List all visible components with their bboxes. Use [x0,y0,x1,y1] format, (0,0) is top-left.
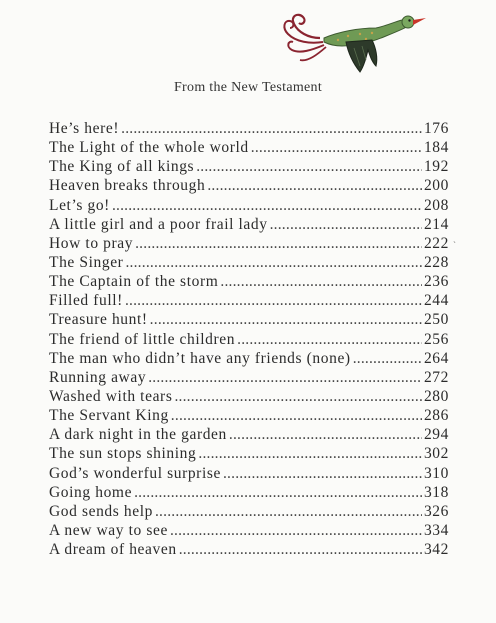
toc-entry-page-number: 310 [423,464,449,482]
toc-dot-leader [125,254,421,272]
toc-entry-page-number: 280 [423,387,449,405]
toc-entry-page-number: 244 [423,292,449,310]
toc-entry-title: A new way to see [49,521,168,539]
toc-entry[interactable] [49,388,449,407]
toc-entry-page-number: 236 [423,273,449,291]
toc-entry[interactable] [49,197,449,216]
toc-entry[interactable] [49,503,449,522]
flying-bird-icon [268,8,428,78]
toc-entry-title: Heaven breaks through [49,177,206,195]
toc-entry-title: The Servant King [49,407,169,425]
toc-entry-page-number: 286 [423,407,449,425]
toc-dot-leader [251,139,422,157]
toc-entry-page-number: 264 [423,349,449,367]
toc-entry[interactable] [49,350,449,369]
toc-entry-title: Running away [49,368,147,386]
toc-entry[interactable] [49,254,449,273]
toc-dot-leader [220,273,422,291]
toc-dot-leader [148,369,422,387]
toc-entry[interactable] [49,541,449,560]
toc-entry-title: How to pray [49,234,134,252]
toc-entry-title: God sends help [49,502,153,520]
toc-dot-leader [196,158,422,176]
toc-entry-title: Treasure hunt! [49,311,148,329]
toc-entry-title: A dream of heaven [49,541,177,559]
toc-entry[interactable] [49,120,449,139]
toc-dot-leader [135,235,422,253]
toc-dot-leader [125,292,422,310]
toc-entry[interactable] [49,311,449,330]
toc-entry-page-number: 228 [423,253,449,271]
toc-entry-page-number: 200 [423,177,449,195]
toc-entry-page-number: 272 [423,368,449,386]
toc-entry-page-number: 334 [423,521,449,539]
toc-entry-page-number: 326 [423,502,449,520]
toc-dot-leader [353,350,422,368]
toc-entry-title: The sun stops shining [49,445,197,463]
toc-dot-leader [179,541,422,559]
toc-entry-page-number: 184 [423,139,449,157]
toc-dot-leader [155,503,422,521]
toc-dot-leader [207,177,422,195]
toc-entry[interactable] [49,273,449,292]
toc-entry-title: God’s wonderful surprise [49,464,221,482]
toc-entry-page-number: 192 [423,158,449,176]
toc-dot-leader [198,445,422,463]
toc-dot-leader [171,407,422,425]
toc-entry-page-number: 208 [423,196,449,214]
toc-entry[interactable] [49,445,449,464]
toc-entry-page-number: 214 [423,215,449,233]
toc-entry[interactable] [49,407,449,426]
toc-entry-title: He’s here! [49,120,120,137]
toc-dot-leader [223,465,422,483]
toc-entry-title: The friend of little children [49,330,236,348]
toc-entry-title: The Light of the whole world [49,139,249,157]
toc-dot-leader [112,197,422,215]
toc-entry-title: The Captain of the storm [49,273,219,291]
toc-entry-title: The King of all kings [49,158,195,176]
toc-entry-page-number: 294 [423,426,449,444]
table-of-contents [49,120,449,560]
toc-entry[interactable] [49,522,449,541]
toc-entry-title: The man who didn’t have any friends (none) [49,349,351,367]
toc-entry[interactable] [49,235,449,254]
toc-entry-page-number: 256 [423,330,449,348]
toc-entry-title: Filled full! [49,292,123,310]
toc-entry-page-number: 222 [423,234,449,252]
toc-dot-leader [150,311,422,329]
toc-entry[interactable] [49,216,449,235]
toc-dot-leader [134,484,422,502]
toc-entry-title: A little girl and a poor frail lady [49,215,268,233]
toc-entry[interactable] [49,331,449,350]
toc-entry-title: The Singer [49,253,124,271]
toc-dot-leader [170,522,422,540]
toc-entry-page-number: 342 [423,541,449,559]
toc-entry[interactable] [49,426,449,445]
toc-dot-leader [270,216,422,234]
toc-dot-leader [229,426,422,444]
toc-entry-page-number: 176 [423,120,449,137]
toc-entry[interactable] [49,484,449,503]
toc-entry[interactable] [49,292,449,311]
toc-entry-title: Going home [49,483,133,501]
toc-entry[interactable] [49,369,449,388]
toc-entry[interactable] [49,177,449,196]
toc-entry-page-number: 302 [423,445,449,463]
toc-dot-leader [237,331,422,349]
toc-entry-page-number: 250 [423,311,449,329]
toc-entry[interactable] [49,465,449,484]
toc-dot-leader [174,388,421,406]
toc-entry-title: Washed with tears [49,387,173,405]
toc-entry[interactable] [49,158,449,177]
toc-entry-title: Let’s go! [49,196,110,214]
toc-entry-title: A dark night in the garden [49,426,227,444]
toc-entry[interactable] [49,139,449,158]
section-heading: From the New Testament [173,80,323,95]
page-mark: ˎ [453,233,456,243]
toc-entry-page-number: 318 [423,483,449,501]
toc-dot-leader [121,120,422,138]
